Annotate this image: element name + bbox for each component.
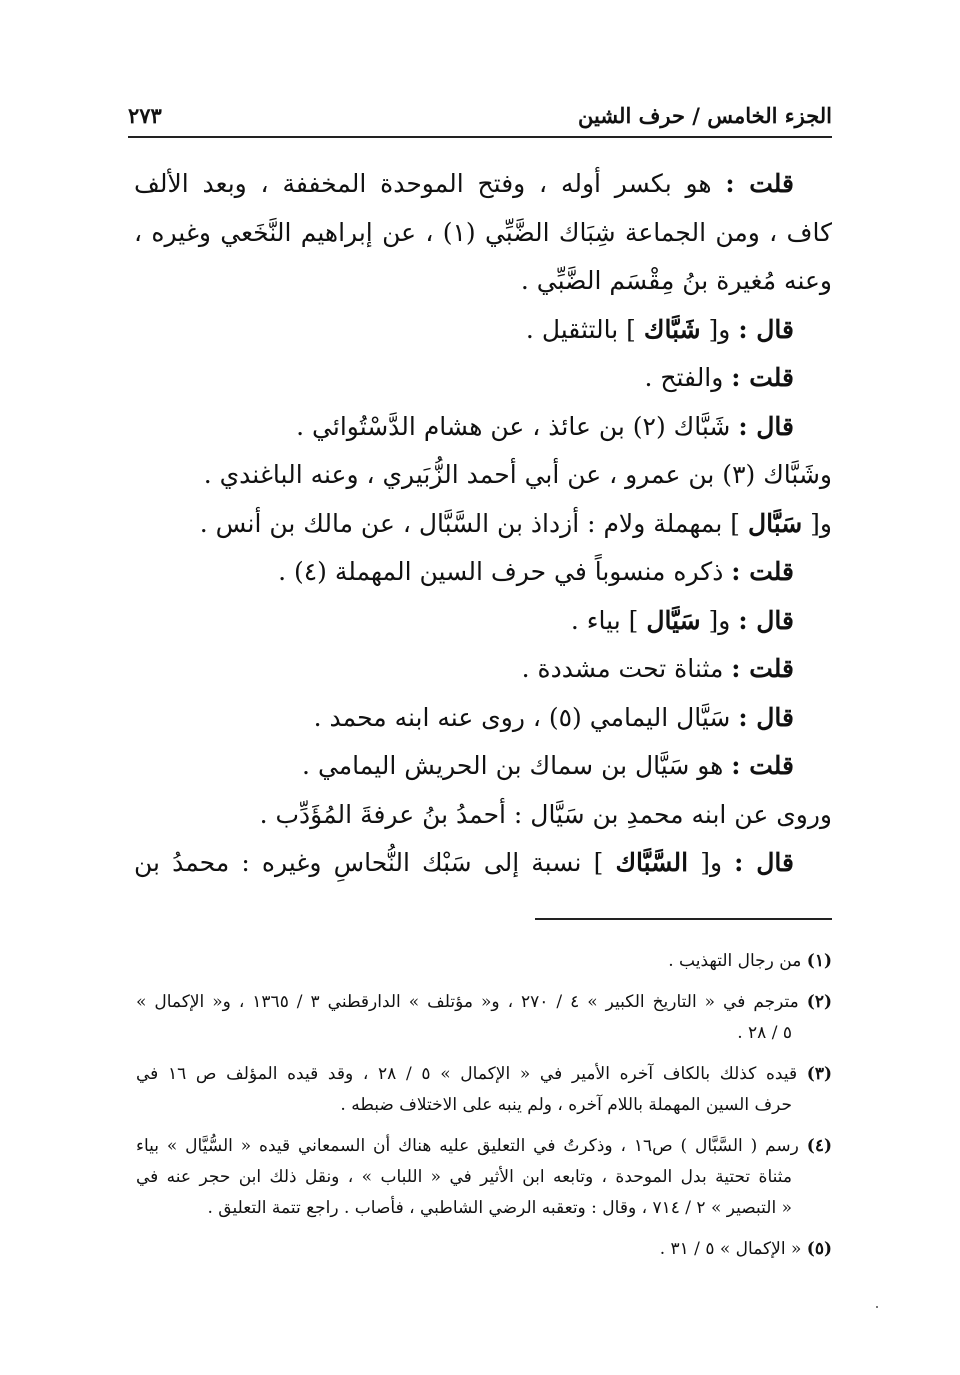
text-line <box>134 160 832 209</box>
line-text: و[ <box>802 508 832 538</box>
footnote <box>136 987 832 1049</box>
text-line <box>134 694 832 743</box>
line-text: سَيَّال اليمامي (٥) ، روى عنه ابنه محمد . <box>313 702 739 732</box>
footnote <box>136 1131 832 1224</box>
footnote-row <box>136 987 832 1018</box>
speaker-label: قلت : <box>731 363 794 392</box>
footnote <box>136 1234 832 1265</box>
line-text: شَبَّاك (٢) بن عائذ ، عن هشام الدَّسْتُوائي . <box>296 411 739 441</box>
footnotes <box>136 946 832 1275</box>
speaker-label: قال : <box>738 702 794 732</box>
line-text: كاف ، ومن الجماعة شِبَاك الضَّبِّي (١) ، عن إبراهيم النَّخَعي وغيره ، <box>134 217 832 247</box>
footnote <box>136 1059 832 1121</box>
text-line <box>134 500 832 549</box>
line-text: ] بياء . <box>570 605 647 635</box>
entry-term: سَيَّال <box>646 605 701 635</box>
speaker-label: قلت : <box>725 169 794 198</box>
footnote-row <box>136 1162 832 1193</box>
text-line <box>134 597 832 646</box>
footnote-text: من رجال التهذيب . <box>668 951 802 971</box>
footnote-separator <box>535 918 832 920</box>
line-text: مثناة تحت مشددة . <box>521 654 732 683</box>
line-text: وشَبَّاك (٣) بن عمرو ، عن أبي أحمد الزُّبَيري ، وعنه الباغندي . <box>203 460 832 489</box>
line-text: هو سَيَّال بن سماك بن الحريش اليمامي . <box>302 751 732 780</box>
line-text: ذكره منسوباً في حرف السين المهملة (٤) . <box>278 557 732 586</box>
page-header <box>128 88 832 128</box>
header-rule <box>128 136 832 138</box>
speaker-label: قلت : <box>731 557 794 586</box>
footnote-text: مترجم في « التاريخ الكبير » ٤ / ٢٧٠ ، و« مؤتلف » الدارقطني ٣ / ١٣٦٥ ، و« الإكمال » <box>136 992 799 1012</box>
speaker-label: قال : <box>734 848 794 877</box>
speaker-label: قال : <box>738 605 794 635</box>
footnote-row <box>136 1059 832 1090</box>
speaker-label: قلت : <box>731 654 794 683</box>
footnote-text: « التبصير » ٢ / ٧١٤ ، وقال : وتعقبه الرضي الشاطبي ، فأصاب . راجع تتمة التعليق . <box>207 1198 792 1218</box>
footnote-text: قيده كذلك بالكاف آخره الأمير في « الإكمال » ٥ / ٢٨ ، وقد قيده المؤلف ص ١٦ في <box>136 1064 798 1084</box>
entry-term: سَبَّال <box>747 508 803 538</box>
text-line <box>134 257 832 306</box>
speaker-label: قال : <box>738 411 794 441</box>
footnote-number: (٤) <box>806 1136 832 1156</box>
running-title: الجزء الخامس / حرف الشين <box>578 103 832 128</box>
text-line <box>134 451 832 500</box>
speaker-label: قلت : <box>731 751 794 780</box>
line-text: وروى عن ابنه محمدِ بن سَيَّال : أحمدُ بنُ عرفةَ المُؤَدِّب . <box>259 799 832 829</box>
footnote-text: رسم ( السَّبَّال ) ص١٦ ، وذكرتُ في التعليق عليه هناك أن السمعاني قيده « السُّيَّال » بياء <box>136 1136 799 1156</box>
footnote-row <box>136 1018 832 1049</box>
line-text: ] نسبة إلى سَبْك النُّحاسِ وغيره : محمدُ بن <box>134 848 616 877</box>
speaker-label: قال : <box>738 314 794 344</box>
footnote-row <box>136 1131 832 1162</box>
footnote-text: مثناة تحتية بدل الموحدة ، وتابعه ابن الأثير في « اللباب » ، ونقل ذلك ابن حجر عنه في <box>136 1167 792 1187</box>
text-line <box>134 839 832 888</box>
line-text: و[ <box>700 314 739 344</box>
text-line <box>134 548 832 597</box>
line-text: ] بمهملة ولام : أزداذ بن السَّبَّال ، عن مالك بن أنس . <box>199 508 748 538</box>
text-line <box>134 354 832 403</box>
main-text <box>134 160 832 888</box>
line-text: والفتح . <box>644 363 732 392</box>
footnote-row <box>136 1234 832 1265</box>
page-number: ٢٧٣ <box>128 103 162 128</box>
footnote <box>136 946 832 977</box>
text-line <box>134 403 832 452</box>
text-line <box>134 742 832 791</box>
scan-speck <box>876 1306 878 1308</box>
text-line <box>134 791 832 840</box>
line-text: وعنه مُغيرة بنُ مِقْسَم الضَّبِّي . <box>520 266 832 295</box>
text-line <box>134 645 832 694</box>
footnote-row <box>136 946 832 977</box>
line-text: و[ <box>700 605 739 635</box>
line-text: هو بكسر أوله ، وفتح الموحدة المخففة ، وبعد الألف <box>134 169 726 198</box>
footnote-number: (٣) <box>806 1064 832 1084</box>
footnote-number: (٢) <box>806 992 832 1012</box>
footnote-text: « الإكمال » ٥ / ٣١ . <box>659 1239 802 1259</box>
footnote-row <box>136 1193 832 1224</box>
footnote-text: ٥ / ٢٨ . <box>737 1023 792 1043</box>
footnote-number: (١) <box>806 951 832 971</box>
text-line <box>134 306 832 355</box>
line-text: ] بالتثقيل . <box>525 314 644 344</box>
text-line <box>134 209 832 258</box>
footnote-text: حرف السين المهملة باللام آخره ، ولم ينبه على الاختلاف ضبطه . <box>340 1095 792 1115</box>
footnote-number: (٥) <box>806 1239 832 1259</box>
line-text: و[ <box>688 848 735 877</box>
footnote-row <box>136 1090 832 1121</box>
entry-term: شَبَّاك <box>643 314 701 344</box>
entry-term: السَّبَّاك <box>615 848 689 877</box>
